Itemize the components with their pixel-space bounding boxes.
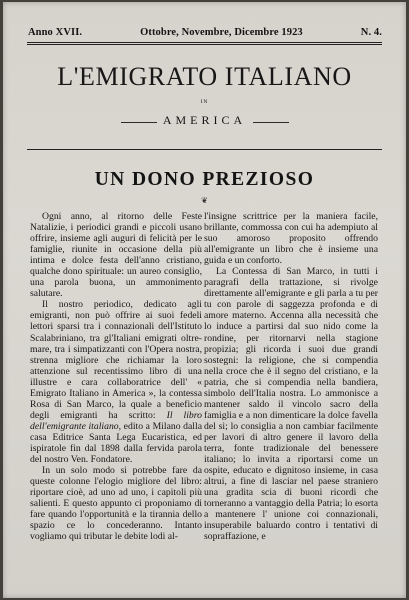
magazine-page xyxy=(3,2,406,598)
paragraph: In un solo modo si potrebbe fare da queste colonne l'elogio migliore del libro: riportare cioè, ad uno ad uno, i capitoli più salienti. E questo appunto ci proponiamo di fare quando l'opportunità e la tirannia dello spazio ce lo concederanno. Intanto vogliamo qui tributar le debite lodi al- xyxy=(30,465,202,543)
paragraph: La Contessa di San Marco, in tutti i paragrafi della trattazione, si rivolge direttamente all'emigrante e gli parla a tu per tu con parole di saggezza profonda e di amore materno. Accenna alla necessità che lo induce a partirsi dal suo nido come la rondine, per ritornarvi nella stagione propizia; gli ricorda i suoi due grandi sostegni: la religione, che si compendia nella croce che è il segno del cristiano, e la patria, che si compendia nella bandiera, simbolo dell'Italia nostra. Lo ammonisce a mantener saldo il vincolo sacro della famiglia e a non dimenticare la dolce favella del sì; lo consiglia a non cambiar facilmente per lavori di altro genere il lavoro della terra, fonte tradizionale del benessere italiano; lo invita a riportarsi come un ospite, educato e dignitoso insieme, in casa altrui, a fine di lasciar nel paese straniero una gradita scia di buoni ricordi che torneranno a vantaggio della Patria; lo esorta a mantenere l' unione coi connazionali, insuperabile baluardo contro i tentativi di sopraffazione, e xyxy=(204,266,378,543)
masthead-dash-right xyxy=(253,122,289,123)
article-title: UN DONO PREZIOSO xyxy=(94,169,315,190)
article-right-column xyxy=(204,211,378,542)
ornament-icon: ❦ xyxy=(201,196,208,205)
issue-number: N. 4. xyxy=(360,27,382,38)
header-rule-top xyxy=(27,42,382,43)
book-title: Il libro dell'emigrante italiano, xyxy=(30,409,203,432)
issue-header xyxy=(28,27,382,38)
paragraph: l'insigne scrittrice per la maniera facile, brillante, commossa con cui ha adempiuto al suo amoroso proposito offrendo all'emigrante un libro che è insieme una guida e un conforto. xyxy=(204,211,378,267)
masthead-subtitle: AMERICA xyxy=(162,113,247,127)
volume-label: Anno XVII. xyxy=(28,27,83,38)
book-details: edito a Milano dalla casa Editrice Santa Lega Eucaristica, ed ispiratole fin dal 1898 dalla fervida parola del nostro Ven. Fondatore. xyxy=(30,420,202,466)
paragraph: Ogni anno, al ritorno delle Feste Natalizie, i periodici grandi e piccoli usano offrire, insieme agli auguri di felicità per le famiglie, riunite in occasione della più intima e dolce festa dell'anno cristiano, qualche dono spirituale: un aureo consiglio, una parola buona, un ammonimento salutare. xyxy=(30,211,202,300)
masthead-rule xyxy=(27,149,382,150)
header-rule-bottom xyxy=(27,44,382,45)
article-left-column xyxy=(30,211,202,542)
masthead-title: L'EMIGRATO ITALIANO xyxy=(57,62,352,91)
paragraph: Il nostro periodico, dedicato agli emigranti, non può offrire ai suoi fedeli lettori sparsi tra i connazionali dell'Istituto Scalabriniano, tra gl'Italiani emigrati oltre-mare, tra i simpatizzanti con l'Opera nostra, strenna migliore che richiamar la loro attenzione sul recentissimo libro di una illustre e cara collaboratrice dell' « Emigrato Italiano in America », la contessa Rosa di San Marco, la quale a beneficio degli emigranti ha scritto: Il libro dell'emigrante italiano, edito a Milano dalla casa Editrice Santa Lega Eucaristica, ed ispiratole fin dal 1898 dalla fervida parola del nostro Ven. Fondatore. xyxy=(30,299,203,466)
issue-dates: Ottobre, Novembre, Dicembre 1923 xyxy=(140,27,303,38)
masthead-connector: IN xyxy=(200,99,209,105)
